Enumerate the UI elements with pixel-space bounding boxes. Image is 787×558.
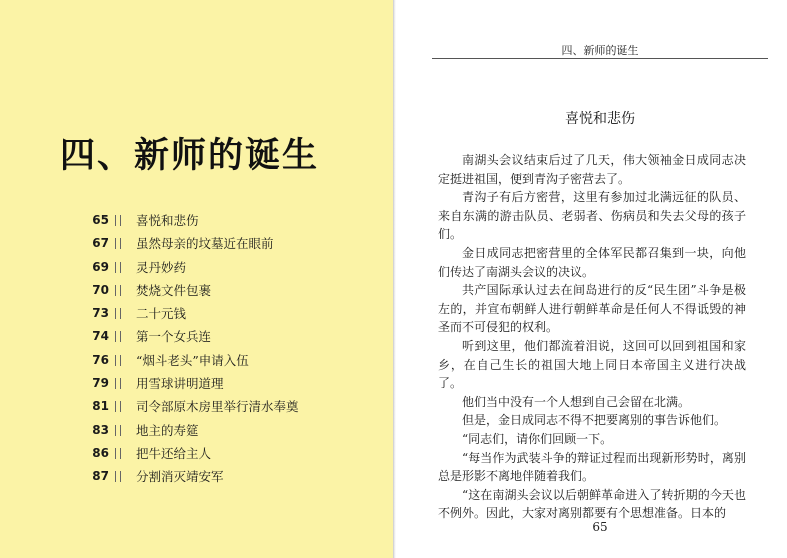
toc-separator <box>115 448 121 459</box>
toc-page-number: 79 <box>92 376 109 391</box>
toc-page-number: 83 <box>92 422 109 437</box>
paragraph: 但是，金日成同志不得不把要离别的事告诉他们。 <box>462 413 727 428</box>
left-page <box>0 0 393 558</box>
chapter-title: 四、新师的诞生 <box>60 136 320 176</box>
toc-separator <box>115 308 121 319</box>
toc-page-number: 76 <box>92 352 109 367</box>
toc-entry[interactable] <box>80 349 380 372</box>
toc-separator <box>115 331 121 342</box>
header-rule <box>432 58 768 59</box>
toc-page-number: 81 <box>92 399 109 414</box>
section-title: 喜悦和悲伤 <box>565 111 635 127</box>
toc-title: “烟斗老头”申请入伍 <box>136 352 249 368</box>
toc-page-number: 87 <box>92 469 109 484</box>
paragraph: 他们当中没有一个人想到自己会留在北满。 <box>462 394 691 409</box>
toc-entry[interactable] <box>80 256 380 279</box>
toc-title: 虽然母亲的坟墓近在眼前 <box>136 236 274 252</box>
toc-page-number: 70 <box>92 282 109 297</box>
toc-entry[interactable] <box>80 372 380 395</box>
paragraph: “每当作为武装斗争的辩证过程而出现新形势时，离别总是形影不离地伴随着我们。 <box>438 450 746 484</box>
right-page <box>396 0 787 558</box>
toc-page-number: 69 <box>92 259 109 274</box>
paragraph: “同志们，请你们回顾一下。 <box>462 431 613 446</box>
paragraph: 金日成同志把密营里的全体军民都召集到一块，向他们传达了南湖头会议的决议。 <box>438 245 746 279</box>
paragraph: 青沟子有后方密营，这里有参加过北满远征的队员、来自东满的游击队员、老弱者、伤病员和失去父母的孩子们。 <box>438 190 746 242</box>
toc-separator <box>115 215 121 226</box>
toc-entry[interactable] <box>80 279 380 302</box>
toc-entry[interactable] <box>80 302 380 325</box>
toc-title: 分割消灭靖安军 <box>136 469 224 485</box>
toc-title: 用雪球讲明道理 <box>136 376 224 392</box>
toc-page-number: 73 <box>92 306 109 321</box>
toc-title: 焚烧文件包裹 <box>136 282 212 298</box>
toc-page-number: 67 <box>92 236 109 251</box>
toc-title: 灵丹妙药 <box>136 259 187 275</box>
page-number: 65 <box>592 520 608 534</box>
toc-separator <box>115 425 121 436</box>
toc-title: 二十元钱 <box>136 306 187 322</box>
toc-page-number: 65 <box>92 213 109 227</box>
toc-title: 喜悦和悲伤 <box>136 213 199 228</box>
toc-entry[interactable] <box>80 325 380 348</box>
toc-entry[interactable] <box>80 419 380 442</box>
paragraph: 共产国际承认过去在间岛进行的反“民生团”斗争是极左的，并宣布朝鲜人进行朝鲜革命是任何人不得诋毁的神圣而不可侵犯的权利。 <box>438 283 746 335</box>
toc-entry[interactable] <box>80 442 380 465</box>
toc-entry[interactable] <box>80 465 380 488</box>
toc-separator <box>115 262 121 273</box>
paragraph: 南湖头会议结束后过了几天，伟大领袖金日成同志决定挺进祖国，便到青沟子密营去了。 <box>438 153 746 186</box>
paragraph: “这在南湖头会议以后朝鲜革命进入了转折期的今天也不例外。因此，大家对离别都要有个思想准备。日本的 <box>438 487 746 521</box>
toc-title: 地主的寿筵 <box>136 422 199 438</box>
toc-page-number: 74 <box>92 329 109 344</box>
table-of-contents <box>80 209 380 489</box>
paragraph: 听到这里，他们都流着泪说，这回可以回到祖国和家乡，在自己生长的祖国大地上同日本帝国主义进行决战了。 <box>438 338 746 391</box>
toc-page-number: 86 <box>92 445 109 460</box>
toc-entry[interactable] <box>80 232 380 255</box>
toc-separator <box>115 238 121 249</box>
toc-separator <box>115 378 121 389</box>
toc-entry[interactable] <box>80 209 380 232</box>
toc-separator <box>115 355 121 366</box>
toc-title: 把牛还给主人 <box>136 445 212 461</box>
running-head: 四、新师的诞生 <box>561 44 639 57</box>
toc-separator <box>115 285 121 296</box>
toc-separator <box>115 471 121 482</box>
toc-separator <box>115 401 121 412</box>
toc-title: 第一个女兵连 <box>136 329 212 345</box>
toc-entry[interactable] <box>80 395 380 418</box>
body-text <box>438 151 746 523</box>
toc-title: 司令部原木房里举行清水奉奠 <box>136 399 299 415</box>
